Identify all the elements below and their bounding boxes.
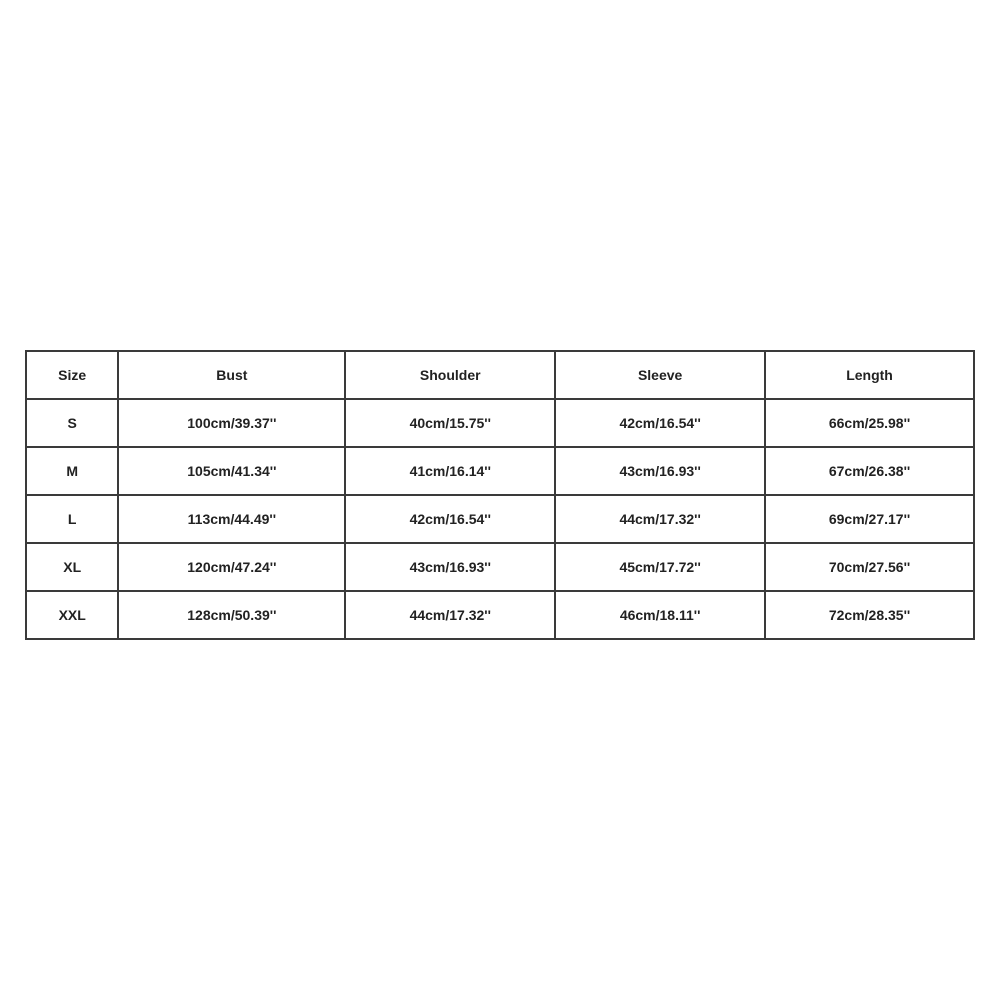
cell-shoulder: 42cm/16.54'' bbox=[345, 495, 555, 543]
cell-shoulder: 40cm/15.75'' bbox=[345, 399, 555, 447]
cell-length: 67cm/26.38'' bbox=[765, 447, 974, 495]
cell-size: XXL bbox=[26, 591, 118, 639]
cell-size: XL bbox=[26, 543, 118, 591]
cell-shoulder: 44cm/17.32'' bbox=[345, 591, 555, 639]
size-chart-table bbox=[25, 350, 975, 640]
cell-sleeve: 46cm/18.11'' bbox=[555, 591, 765, 639]
cell-sleeve: 43cm/16.93'' bbox=[555, 447, 765, 495]
table-row bbox=[26, 447, 974, 495]
cell-length: 69cm/27.17'' bbox=[765, 495, 974, 543]
header-sleeve: Sleeve bbox=[555, 351, 765, 399]
cell-size: M bbox=[26, 447, 118, 495]
cell-length: 72cm/28.35'' bbox=[765, 591, 974, 639]
cell-size: S bbox=[26, 399, 118, 447]
cell-bust: 128cm/50.39'' bbox=[118, 591, 345, 639]
table-row bbox=[26, 495, 974, 543]
cell-shoulder: 41cm/16.14'' bbox=[345, 447, 555, 495]
table-row bbox=[26, 543, 974, 591]
cell-bust: 100cm/39.37'' bbox=[118, 399, 345, 447]
header-shoulder: Shoulder bbox=[345, 351, 555, 399]
cell-sleeve: 45cm/17.72'' bbox=[555, 543, 765, 591]
cell-sleeve: 42cm/16.54'' bbox=[555, 399, 765, 447]
table-row bbox=[26, 591, 974, 639]
cell-sleeve: 44cm/17.32'' bbox=[555, 495, 765, 543]
table-row bbox=[26, 399, 974, 447]
cell-length: 66cm/25.98'' bbox=[765, 399, 974, 447]
cell-bust: 120cm/47.24'' bbox=[118, 543, 345, 591]
cell-bust: 113cm/44.49'' bbox=[118, 495, 345, 543]
cell-length: 70cm/27.56'' bbox=[765, 543, 974, 591]
cell-size: L bbox=[26, 495, 118, 543]
header-row bbox=[26, 351, 974, 399]
header-size: Size bbox=[26, 351, 118, 399]
header-length: Length bbox=[765, 351, 974, 399]
header-bust: Bust bbox=[118, 351, 345, 399]
cell-bust: 105cm/41.34'' bbox=[118, 447, 345, 495]
cell-shoulder: 43cm/16.93'' bbox=[345, 543, 555, 591]
